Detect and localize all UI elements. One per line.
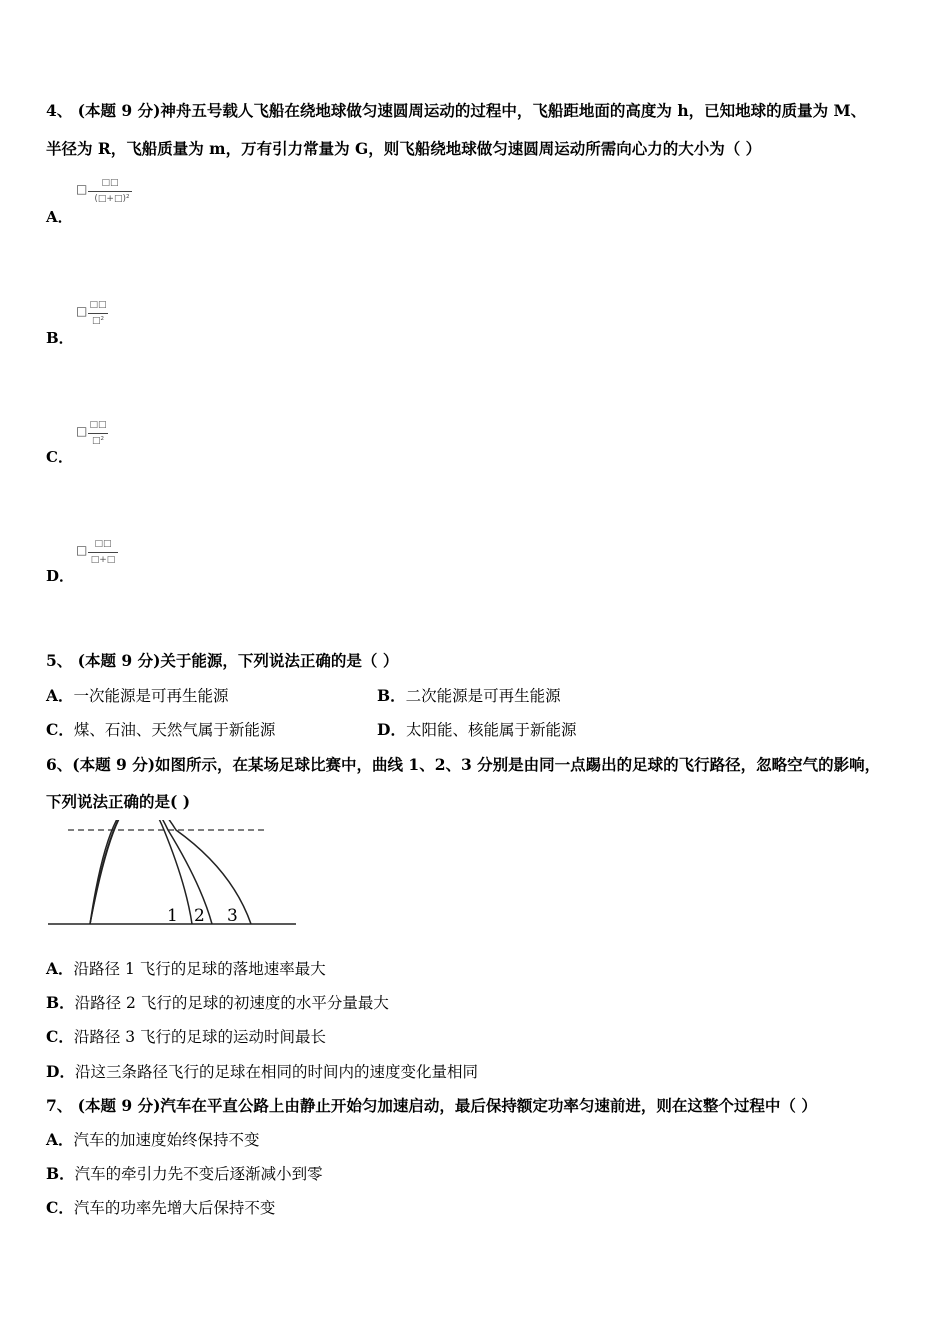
q7-stem: 7、 (本题 9 分)汽车在平直公路上由静止开始匀加速启动，最后保持额定功率匀速前进，则在这整个过程中（ ）: [46, 1096, 817, 1115]
formula-placeholder-glyph: □: [76, 543, 88, 557]
q6-option-a: [46, 959, 326, 979]
option-label: C．: [46, 1027, 74, 1046]
option-text: 一次能源是可再生能源: [73, 687, 229, 705]
fraction-bar: [88, 552, 118, 553]
fraction-bar: [88, 313, 108, 314]
q6-option-d: [46, 1062, 478, 1082]
option-text: 沿路径 2 飞行的足球的初速度的水平分量最大: [74, 994, 389, 1012]
q4-option-b-label: B．: [46, 329, 74, 347]
option-text: 沿路径 3 飞行的足球的运动时间最长: [73, 1028, 327, 1046]
q4-option-c-formula: [76, 420, 116, 454]
option-label: D．: [377, 720, 406, 739]
option-label: A．: [46, 959, 74, 978]
fraction-bar: [88, 433, 108, 434]
q4-option-b-formula: [76, 300, 116, 334]
formula-numerator: □□: [101, 178, 119, 188]
option-label: B．: [377, 686, 406, 705]
q4-option-a-formula: [76, 178, 146, 212]
trajectory-figure: [46, 820, 298, 930]
q6-stem-line2: 下列说法正确的是( ): [46, 792, 191, 811]
q5-option-b: [377, 686, 561, 706]
option-text: 沿路径 1 飞行的足球的落地速率最大: [73, 960, 326, 978]
trajectory-label-2: 2: [194, 906, 205, 926]
option-text: 汽车的牵引力先不变后逐渐减小到零: [74, 1165, 323, 1183]
option-label: D．: [46, 1062, 75, 1081]
q4-stem-line1: 4、 (本题 9 分)神舟五号载人飞船在绕地球做匀速圆周运动的过程中，飞船距地面的高度为 h，已知地球的质量为 M、: [46, 101, 867, 120]
option-text: 二次能源是可再生能源: [405, 687, 561, 705]
formula-denominator: □²: [91, 436, 105, 446]
q4-option-a-label: A．: [46, 208, 73, 226]
formula-numerator: □□: [94, 539, 112, 549]
option-text: 汽车的功率先增大后保持不变: [73, 1199, 276, 1217]
q7-option-a: [46, 1130, 260, 1150]
formula-placeholder-glyph: □: [76, 424, 88, 438]
option-label: B．: [46, 1164, 75, 1183]
formula-numerator: □□: [89, 300, 107, 310]
q4-option-d-formula: [76, 539, 126, 573]
option-label: A．: [46, 1130, 74, 1149]
option-label: C．: [46, 720, 74, 739]
q6-stem-line1: 6、(本题 9 分)如图所示，在某场足球比赛中，曲线 1、2、3 分别是由同一点踢出的足球的飞行路径，忽略空气的影响，: [46, 755, 881, 774]
q4-stem-line2: 半径为 R，飞船质量为 m，万有引力常量为 G，则飞船绕地球做匀速圆周运动所需向心力的大小为（ ）: [46, 139, 762, 158]
formula-placeholder-glyph: □: [76, 304, 88, 318]
trajectory-label-1: 1: [167, 906, 178, 926]
q7-option-b: [46, 1164, 323, 1184]
fraction-bar: [88, 191, 132, 192]
q6-option-b: [46, 993, 389, 1013]
q5-option-a: [46, 686, 229, 706]
q6-option-c: [46, 1027, 326, 1047]
option-text: 煤、石油、天然气属于新能源: [73, 721, 276, 739]
formula-denominator: □²: [91, 316, 105, 326]
q4-option-d-label: D．: [46, 567, 75, 585]
formula-denominator: (□+□)²: [94, 194, 130, 204]
option-text: 汽车的加速度始终保持不变: [73, 1131, 260, 1149]
option-label: A．: [46, 686, 74, 705]
q5-stem: 5、 (本题 9 分)关于能源，下列说法正确的是（ ）: [46, 651, 399, 670]
formula-placeholder-glyph: □: [76, 182, 88, 196]
q7-option-c: [46, 1198, 275, 1218]
option-text: 沿这三条路径飞行的足球在相同的时间内的速度变化量相同: [74, 1063, 478, 1081]
trajectory-label-3: 3: [227, 906, 238, 926]
option-label: C．: [46, 1198, 74, 1217]
q4-option-c-label: C．: [46, 448, 73, 466]
q5-option-c: [46, 720, 275, 740]
option-text: 太阳能、核能属于新能源: [405, 721, 577, 739]
formula-denominator: □+□: [90, 555, 116, 565]
formula-numerator: □□: [89, 420, 107, 430]
option-label: B．: [46, 993, 75, 1012]
q5-option-d: [377, 720, 576, 740]
